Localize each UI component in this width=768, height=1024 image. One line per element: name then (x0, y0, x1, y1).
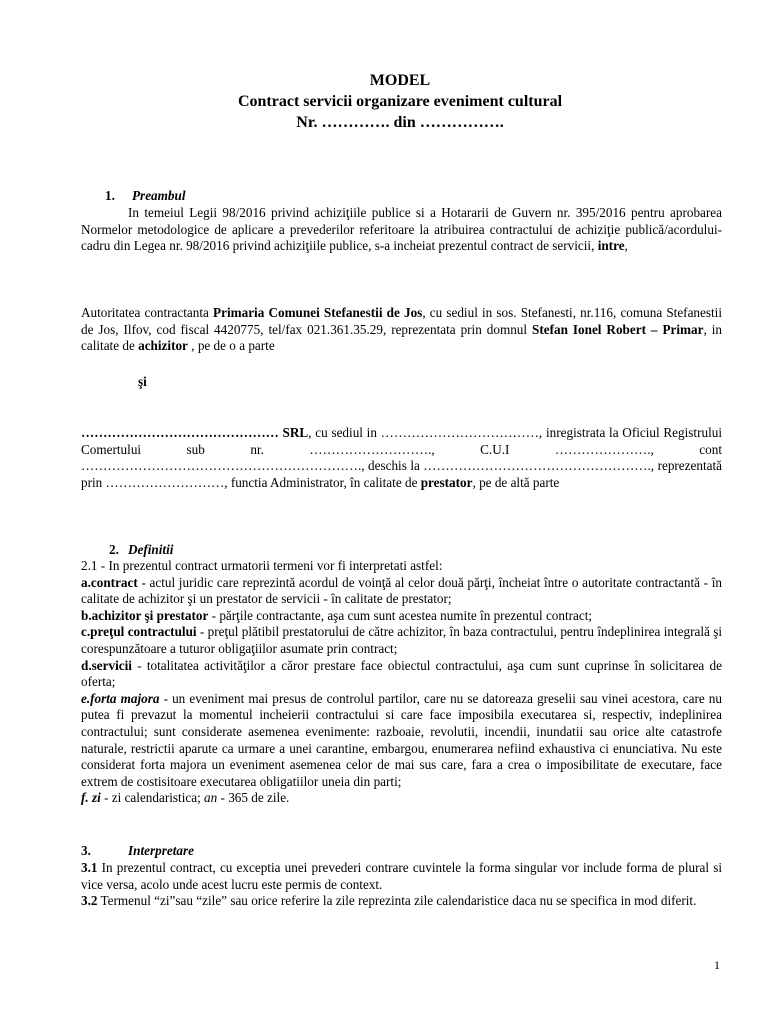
section-heading-preamble (105, 188, 185, 205)
provider-name: ……………………………………… SRL (81, 425, 309, 440)
preamble-text: In temeiul Legii 98/2016 privind achiziţiile publice si a Hotararii de Guvern nr. 395/2016 pentru aprobarea Normelor metodologice de aplicare a prevederilor referitoare la atribuirea contractului de achiziţie publică/acordului-cadru din Legea nr. 98/2016 privind achiziţiile publice, s-a incheiat prezentul contract de servicii, (81, 205, 722, 254)
clause-text: In prezentul contract, cu exceptia unei prevederi contrare cuvintele la forma singular vor include forma de plural si vice versa, acolo unde acest lucru este permis de context. (81, 860, 722, 892)
definition-text: - totalitatea activităţilor a căror prestare face obiectul contractului, aşa cum sunt cuprinse în solicitarea de oferta; (81, 657, 722, 690)
authority-details: , cu sediul in sos. Stefanesti, nr.116, comuna Stefanestii de Jos, Ilfov, cod fiscal 4420775, tel/fax 021.361.35.29, reprezentata prin domnul (81, 305, 723, 337)
clause-number: 3.2 (81, 893, 98, 909)
section-number: 1. (105, 188, 115, 203)
definition-term: f. zi (81, 790, 101, 806)
section-title: Definitii (128, 542, 174, 557)
section-number: 3. (81, 843, 91, 858)
definition-text: - zi calendaristica; (100, 790, 205, 806)
authority-role-label: , in calitate de (81, 321, 722, 354)
section-heading-definitions (109, 542, 173, 559)
definition-day (81, 790, 722, 807)
section-heading-interpretation (81, 843, 194, 860)
clause-3-2 (81, 893, 722, 910)
preamble-paragraph (81, 205, 722, 255)
section-title: Preambul (132, 188, 186, 203)
definition-contract (81, 575, 722, 608)
page-number: 1 (714, 958, 720, 972)
clause-3-1 (81, 860, 722, 893)
preamble-end: , (624, 238, 628, 254)
contract-number-line: Nr. …………. din ……………. (296, 114, 504, 131)
authority-party-text: , pe de o a parte (187, 338, 275, 354)
document-title: MODEL (369, 72, 431, 89)
document-subtitle: Contract servicii organizare eveniment cultural (237, 93, 563, 110)
authority-representative: Stefan Ionel Robert – Primar (532, 321, 704, 337)
definition-term: c.preţul contractului (81, 624, 197, 640)
definition-parties (81, 608, 722, 625)
authority-label: Autoritatea contractanta (81, 305, 214, 320)
definition-term: a.contract (81, 574, 138, 590)
definition-services (81, 658, 722, 691)
provider-role: prestator (420, 474, 473, 490)
contracting-authority-paragraph (81, 305, 722, 355)
clause-text: Termenul “zi”sau “zile” sau orice referire la zile reprezinta zile calendaristice daca nu se specifica in mod diferit. (97, 893, 697, 909)
clause-number: 3.1 (81, 860, 98, 875)
definition-term-year: an (204, 790, 218, 806)
conjunction-si: şi (138, 374, 147, 389)
definition-text: - un eveniment mai presus de controlul partilor, care nu se datoreaza greselii sau vinei acestora, care nu putea fi prevazut la momentul incheierii contractului si care face imposibila executarea si, respectiv, indeplinirea contractului; sunt considerate asemenea evenimente: razboaie, revolutii, incendii, inundatii sau orice alte catastrofe naturale, restrictii aparute ca urmare a unei carantine, embargou, enumerarea nefiind exhaustiva ci enunciativa. Nu este considerat forta majora un eveniment asemenea celor de mai sus care, fara a crea o imposibilitate de executare, face extrem de costisitoare executarea obligatiilor uneia din parti; (81, 690, 722, 789)
authority-name: Primaria Comunei Stefanestii de Jos (213, 305, 423, 320)
definitions-list (81, 558, 722, 807)
definition-force-majeure (81, 691, 722, 791)
definition-text: - actul juridic care reprezintă acordul de voinţă al celor două părţi, încheiat între o autoritate contractantă - în calitate de achizitor şi un prestator de servicii - în calitate de prestator; (81, 574, 722, 607)
definition-term: d.servicii (81, 657, 132, 673)
interpretation-clauses (81, 860, 722, 910)
definition-price (81, 624, 722, 657)
definition-text: - părţile contractante, aşa cum sunt acestea numite în prezentul contract; (208, 607, 593, 623)
provider-details: , cu sediul in ………………………………, inregistrata la Oficiul Registrului Comertului sub nr. ………………………., C.U.I …………………., cont ………………………………………………………., deschis la ……………………………………………., reprezentată prin ………………………, functia Administrator, în calitate de (81, 425, 722, 490)
section-number: 2. (109, 542, 119, 557)
preamble-intre: intre (597, 238, 625, 254)
definition-term: b.achizitor şi prestator (81, 607, 209, 623)
provider-party-text: , pe de altă parte (472, 474, 560, 490)
section-title: Interpretare (128, 843, 194, 858)
definitions-intro: 2.1 - In prezentul contract urmatorii termeni vor fi interpretati astfel: (81, 558, 443, 573)
authority-role: achizitor (138, 338, 188, 354)
definition-term: e.forta majora (81, 690, 160, 706)
definition-text: - 365 de zile. (217, 790, 290, 806)
provider-paragraph (81, 425, 722, 491)
definition-text: - preţul plătibil prestatorului de către achizitor, în baza contractului, pentru îndeplinirea integrală şi corespunzătoare a tuturor obligaţiilor asumate prin contract; (81, 624, 722, 656)
